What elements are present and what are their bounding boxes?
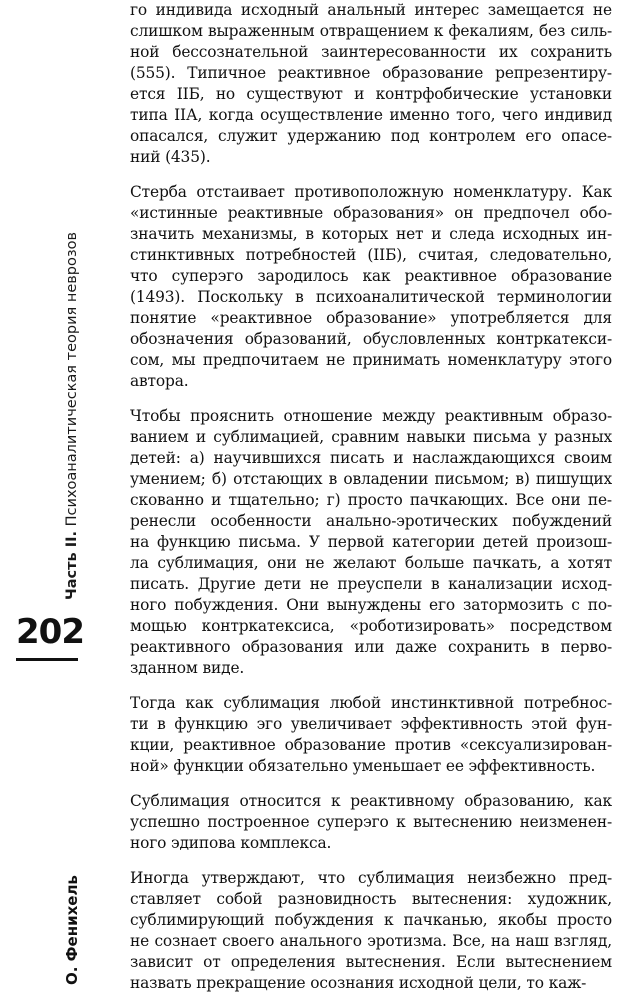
text-line: детей: а) научившихся писать и наслаждающихся своим bbox=[130, 449, 612, 467]
text-line: кции, реактивное образование против «сексуализирован- bbox=[130, 736, 612, 754]
paragraph bbox=[130, 182, 612, 392]
text-line: слишком выраженным отвращением к фекалиям, без силь- bbox=[130, 22, 612, 40]
text-line: ется IIБ, но существуют и контрфобические установки bbox=[130, 85, 612, 103]
text-line: Стерба отстаивает противоположную номенклатуру. Как bbox=[130, 183, 612, 201]
text-column bbox=[130, 0, 612, 1008]
text-line: зависит от определения вытеснения. Если вытеснением bbox=[130, 953, 612, 971]
text-line: ной бессознательной заинтересованности их сохранить bbox=[130, 43, 612, 61]
text-line: (1493). Поскольку в психоаналитической терминологии bbox=[130, 288, 612, 306]
text-line: реактивного образования или даже сохранить в перво- bbox=[130, 638, 612, 656]
text-line: умением; б) отстающих в овладении письмом; в) пишущих bbox=[130, 470, 612, 488]
paragraph bbox=[130, 0, 612, 168]
text-line: опасался, служит удержанию под контролем его опасе- bbox=[130, 127, 612, 145]
text-line: Иногда утверждают, что сублимация неизбежно пред- bbox=[130, 869, 612, 887]
text-line: ванием и сублимацией, сравним навыки письма у разных bbox=[130, 428, 612, 446]
paragraph bbox=[130, 791, 612, 854]
text-line: успешно построенное суперэго к вытеснению неизменен- bbox=[130, 813, 612, 831]
text-line: ного эдипова комплекса. bbox=[130, 834, 332, 852]
text-line: что суперэго зародилось как реактивное образование bbox=[130, 267, 612, 285]
author-name: О. Фенихель bbox=[63, 875, 81, 985]
text-line: не сознает своего анального эротизма. Все, на наш взгляд, bbox=[130, 932, 612, 950]
page-number: 202 bbox=[16, 612, 84, 652]
text-line: писать. Другие дети не преуспели в канализации исход- bbox=[130, 575, 612, 593]
text-line: ставляет собой разновидность вытеснения: художник, bbox=[130, 890, 612, 908]
text-line: Тогда как сублимация любой инстинктивной потребнос- bbox=[130, 694, 612, 712]
paragraph bbox=[130, 406, 612, 679]
paragraph bbox=[130, 868, 612, 994]
text-line: Чтобы прояснить отношение между реактивным образо- bbox=[130, 407, 612, 425]
text-line: на функцию письма. У первой категории детей произош- bbox=[130, 533, 612, 551]
text-line: (555). Типичное реактивное образование репрезентиру- bbox=[130, 64, 612, 82]
page-number-rule bbox=[16, 658, 78, 661]
text-line: сублимирующий побуждения к пачканью, якобы просто bbox=[130, 911, 612, 929]
text-line: автора. bbox=[130, 372, 189, 390]
text-line: значить механизмы, в которых нет и следа исходных ин- bbox=[130, 225, 612, 243]
text-line: ного побуждения. Они вынуждены его затормозить с по- bbox=[130, 596, 612, 614]
text-line: обозначения образований, обусловленных контркатекси- bbox=[130, 330, 612, 348]
running-part: Часть II. bbox=[64, 530, 80, 600]
text-line: скованно и тщательно; г) просто пачкающих. Все они пе- bbox=[130, 491, 612, 509]
text-line: ной» функции обязательно уменьшает ее эффективность. bbox=[130, 757, 596, 775]
text-line: назвать прекращение осознания исходной цели, то каж- bbox=[130, 974, 587, 992]
running-title: Психоаналитическая теория неврозов bbox=[64, 232, 80, 527]
text-line: стинктивных потребностей (IIБ), считая, следовательно, bbox=[130, 246, 612, 264]
text-line: ренесли особенности анально-эротических побуждений bbox=[130, 512, 612, 530]
text-line: Сублимация относится к реактивному образованию, как bbox=[130, 792, 612, 810]
text-line: мощью контркатексиса, «роботизировать» посредством bbox=[130, 617, 612, 635]
text-line: зданном виде. bbox=[130, 659, 245, 677]
text-line: сом, мы предпочитаем не принимать номенклатуру этого bbox=[130, 351, 612, 369]
text-line: ла сублимация, они не желают больше пачкать, а хотят bbox=[130, 554, 612, 572]
running-head bbox=[60, 150, 84, 600]
text-line: «истинные реактивные образования» он предпочел обо- bbox=[130, 204, 612, 222]
text-line: ний (435). bbox=[130, 148, 211, 166]
text-line: го индивида исходный анальный интерес замещается не bbox=[130, 1, 612, 19]
text-line: понятие «реактивное образование» употребляется для bbox=[130, 309, 612, 327]
text-line: ти в функцию эго увеличивает эффективность этой фун- bbox=[130, 715, 612, 733]
paragraph bbox=[130, 693, 612, 777]
text-line: типа IIА, когда осуществление именно того, чего индивид bbox=[130, 106, 612, 124]
